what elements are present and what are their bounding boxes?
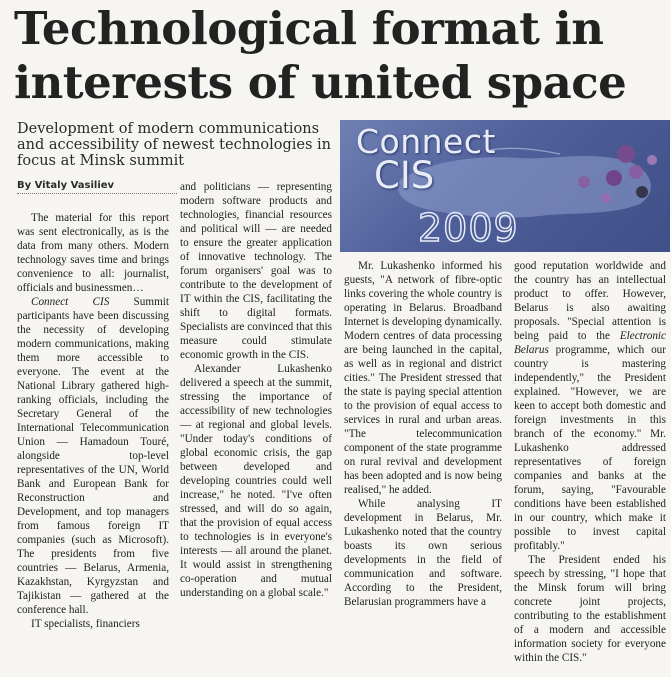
paragraph: IT specialists, financiers bbox=[31, 618, 140, 630]
paragraph: While analysing IT development in Belarus, Mr. Lukashenko noted that the country boasts its own serious developments in the field of communication and software. According to the President, Belarusian programmers have a bbox=[344, 498, 502, 608]
article-column-3 bbox=[344, 259, 502, 609]
article-column-1 bbox=[17, 211, 169, 631]
subheadline: Development of modern communications and accessibility of newest technologies in focus at Minsk summit bbox=[17, 121, 332, 169]
article-column-2 bbox=[180, 180, 332, 600]
headline: Technological format in interests of united space bbox=[14, 2, 627, 109]
paragraph: The material for this report was sent electronically, as is the data from many others. Modern technology saves time and brings convenience to all: journalist, officials and businessmen… bbox=[17, 212, 169, 294]
photo-caption-connect: Connect bbox=[356, 122, 496, 161]
photo-caption-cis: CIS bbox=[374, 154, 435, 197]
paragraph: and politicians — representing modern software products and technologies, financial resources and political will — are needed to ensure the greater application of innovative technology. The forum organisers' goal was to contribute to the development of IT within the CIS, facilitating the shift to digital formats. Specialists are convinced that this measure could stimulate economic growth in the CIS. bbox=[180, 181, 332, 361]
programme-name: Electronic Belarus bbox=[514, 330, 666, 356]
paragraph: Alexander Lukashenko delivered a speech at the summit, stressing the importance of accessibility of new technologies — at regional and global levels. "Under today's conditions of global economic crisis, the gap between developed and developing countries could well increase," he noted. "I've often stressed, and will do so again, that the provision of equal access to technologies is in everyone's interests — all around the planet. It would assist in strengthening co-operation and mutual understanding on a global scale." bbox=[180, 363, 332, 599]
byline: By Vitaly Vasiliev bbox=[17, 180, 115, 191]
paragraph-text: programme, which our country is mastering independently," the President explained. "However, we are keen to accept both domestic and foreign investments in this branch of the economy." Mr. Lukashenko addressed representatives of foreign companies and banks at the forum, saying, "Favourable conditions have been established in our country, which make it possible to invest capital profitably." bbox=[514, 344, 666, 552]
connect-cis-photo bbox=[340, 120, 670, 252]
paragraph bbox=[17, 295, 169, 617]
summit-name: Connect CIS bbox=[31, 296, 110, 308]
paragraph-text: good reputation worldwide and the country has an intellectual product to offer. However, Belarus is also awaiting proposals. "Special attention is being paid to the bbox=[514, 260, 666, 342]
paragraph-text: Summit participants have been discussing the necessity of developing modern communications, making them more accessible to everyone. The event at the National Library gathered high-ranking officials, including the Secretary General of the International Telecommunication Union — Hamadoun Touré, alongside top-level representatives of the UN, World Bank and European Bank for Reconstruction and Development, and top managers from famous foreign IT companies (such as Microsoft). The presidents from five countries — Belarus, Armenia, Kazakhstan, Kyrgyzstan and Tajikistan — gathered at the conference hall. bbox=[17, 296, 169, 616]
byline-rule bbox=[17, 193, 177, 194]
paragraph: Mr. Lukashenko informed his guests, "A network of fibre-optic links covering the whole country is operating in Belarus. Broadband Internet is developing dynamically. Modern centres of data processing are being launched in the capital, as well as in regional and district cities." The President stressed that the state is paying special attention to the provision of equal access to services in rural and urban areas. "The telecommunication component of the state programme on rural revival and development has been adopted and is now being realised," he added. bbox=[344, 260, 502, 496]
photo-caption-year: 2009 bbox=[418, 206, 519, 250]
paragraph: The President ended his speech by stressing, "I hope that the Minsk forum will bring concrete joint projects, contributing to the establishment of a modern and accessible information society for everyone within the CIS." bbox=[514, 554, 666, 664]
paragraph bbox=[514, 259, 666, 553]
article-column-4 bbox=[514, 259, 666, 665]
